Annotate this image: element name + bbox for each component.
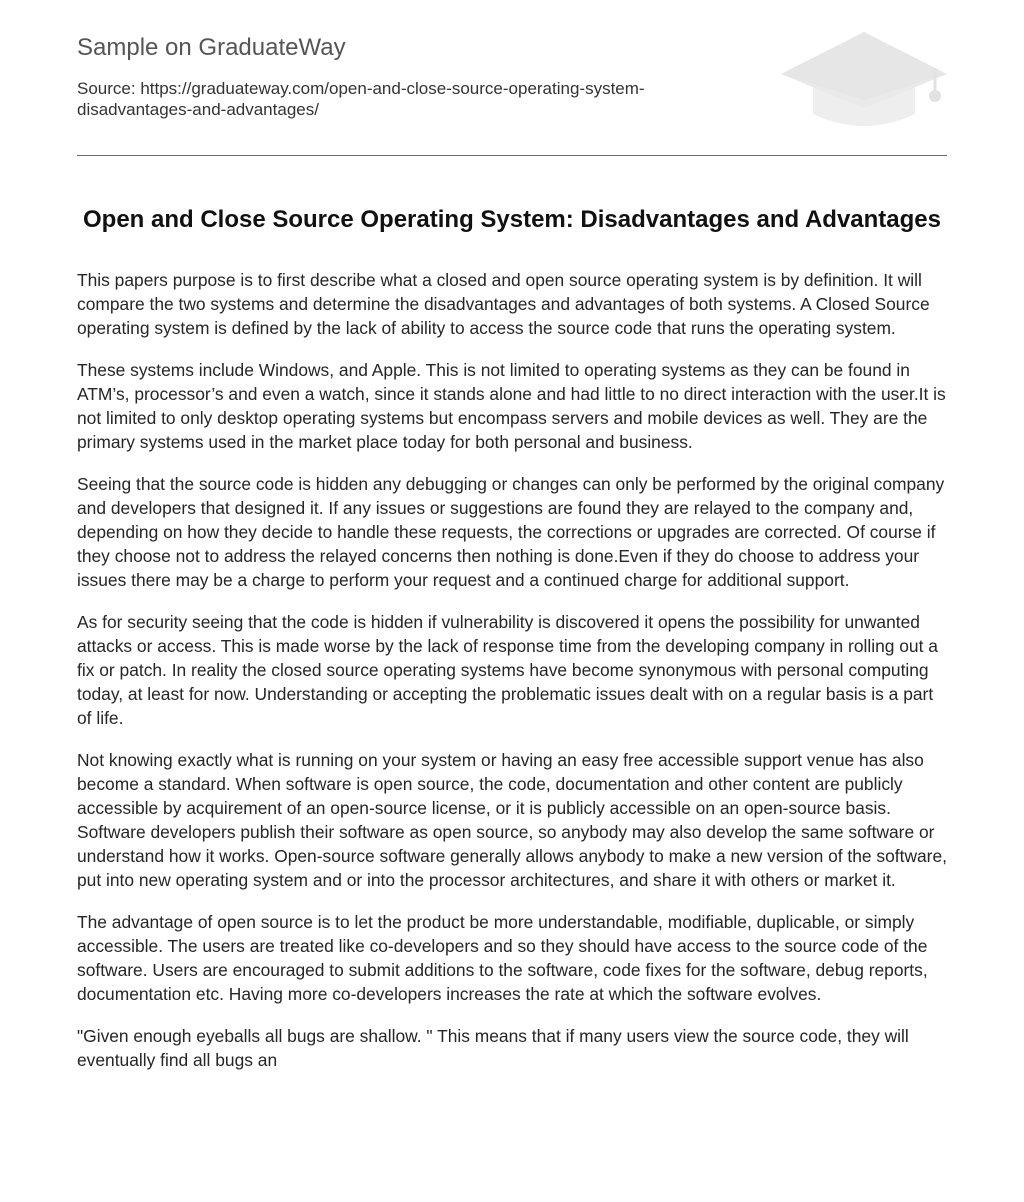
paragraph: Not knowing exactly what is running on your system or having an easy free accessible support venue has also become a standard. When software is open source, the code, documentation and other content are publicly accessible by acquirement of an open-source license, or it is publicly accessible on an open-source basis. Software developers publish their software as open source, so anybody may also develop the same software or understand how it works. Open-source software generally allows anybody to make a new version of the software, put into new operating system and or into the processor architectures, and share it with others or market it.	[77, 750, 947, 890]
paragraph: "Given enough eyeballs all bugs are shallow. " This means that if many users view the source code, they will eventually find all bugs an	[77, 1026, 909, 1070]
paragraph: These systems include Windows, and Apple. This is not limited to operating systems as they can be found in ATM’s, processor’s and even a watch, since it stands alone and had little to no direct interaction with the user.It is not limited to only desktop operating systems but encompass servers and mobile devices as well. They are the primary systems used in the market place today for both personal and business.	[77, 360, 946, 452]
site-title: Sample on GraduateWay	[77, 34, 346, 61]
document-title: Open and Close Source Operating System: Disadvantages and Advantages	[82, 206, 941, 233]
source-line	[77, 78, 717, 120]
document-body	[77, 268, 947, 1090]
source-label: Source:	[77, 79, 136, 98]
header-divider	[77, 155, 947, 156]
page-header	[77, 0, 947, 156]
paragraph: This papers purpose is to first describe what a closed and open source operating system is by definition. It will compare the two systems and determine the disadvantages and advantages of both systems. A Closed Source operating system is defined by the lack of ability to access the source code that runs the operating system.	[77, 270, 930, 338]
graduation-cap-icon	[781, 28, 947, 134]
paragraph: The advantage of open source is to let the product be more understandable, modifiable, duplicable, or simply accessible. The users are treated like co-developers and so they should have access to the source code of the software. Users are encouraged to submit additions to the software, code fixes for the software, debug reports, documentation etc. Having more co-developers increases the rate at which the software evolves.	[77, 912, 928, 1004]
paragraph: Seeing that the source code is hidden any debugging or changes can only be performed by the original company and developers that designed it. If any issues or suggestions are found they are relayed to the company and, depending on how they decide to handle these requests, the corrections or upgrades are corrected. Of course if they choose not to address the relayed concerns then nothing is done.Even if they do choose to address your issues there may be a charge to perform your request and a continued charge for additional support.	[77, 474, 945, 590]
source-link[interactable]: https://graduateway.com/open-and-close-source-operating-system-disadvantages-and-advantages/	[77, 79, 645, 119]
paragraph: As for security seeing that the code is hidden if vulnerability is discovered it opens the possibility for unwanted attacks or access. This is made worse by the lack of response time from the developing company in rolling out a fix or patch. In reality the closed source operating systems have become synonymous with personal computing today, at least for now. Understanding or accepting the problematic issues dealt with on a regular basis is a part of life.	[77, 612, 938, 728]
